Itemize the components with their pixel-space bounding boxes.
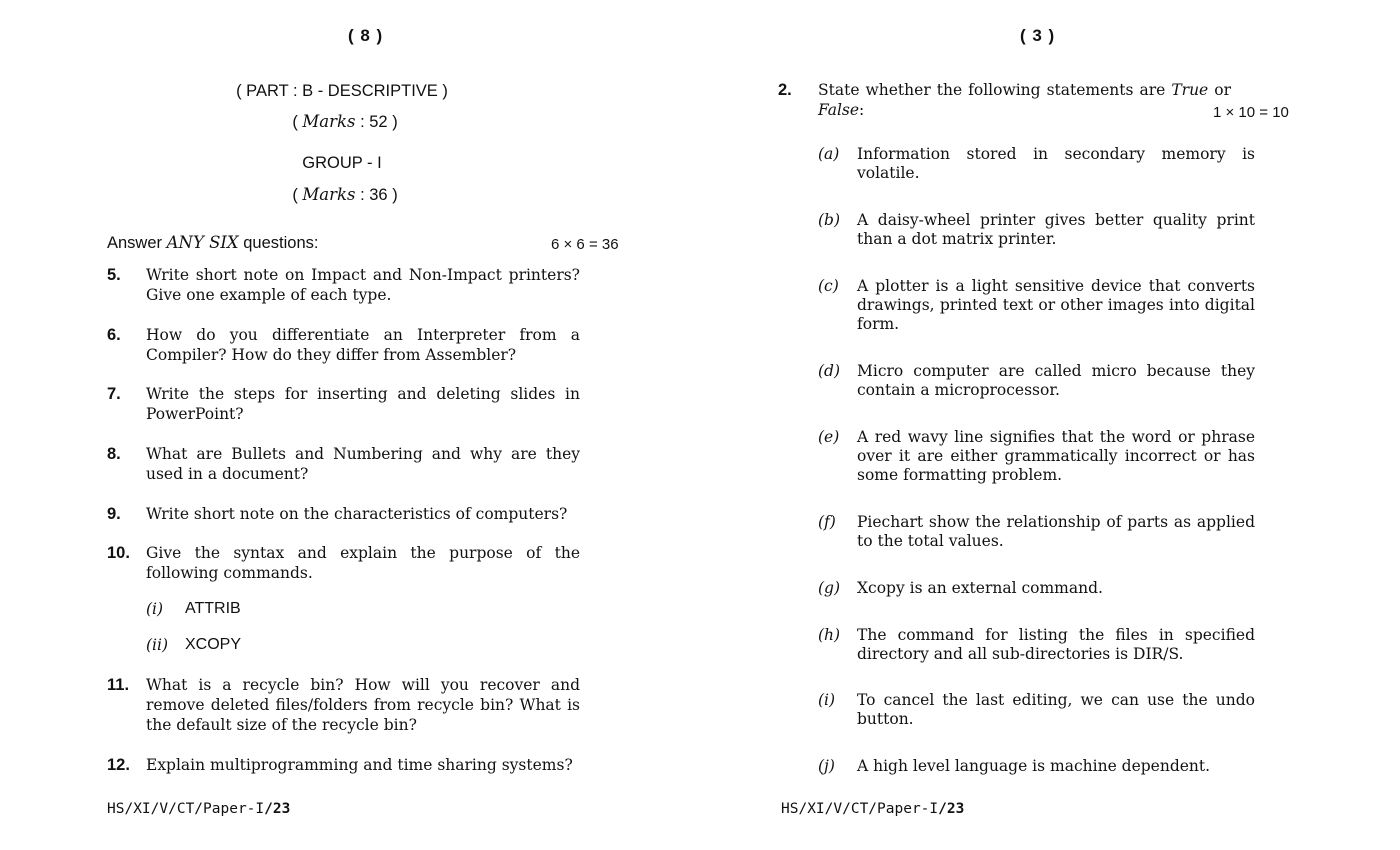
question-text: How do you differentiate an Interpreter from a Compiler? How do they differ from Assembler? xyxy=(146,326,580,364)
question-text: Write short note on the characteristics of computers? xyxy=(146,505,568,523)
statement-label: (e) xyxy=(818,428,840,446)
question-text: Write short note on Impact and Non-Impact printers? Give one example of each type. xyxy=(146,266,580,304)
statement-label: (b) xyxy=(818,211,841,229)
instruction-emphasis: ANY SIX xyxy=(166,233,239,252)
page-number: ( 3 ) xyxy=(1020,26,1056,45)
instruction-marks: 6 × 6 = 36 xyxy=(551,236,619,253)
footer-code: HS/XI/V/CT/Paper-I/23 xyxy=(107,801,291,817)
question-text: Write the steps for inserting and deleting slides in PowerPoint? xyxy=(146,385,580,423)
statement-text: A plotter is a light sensitive device that converts drawings, printed text or other images into digital form. xyxy=(857,277,1255,333)
statement-label: (a) xyxy=(818,145,840,163)
statement-text: A red wavy line signifies that the word or phrase over it are either grammatically incorrect or has some formatting problem. xyxy=(857,428,1255,484)
question-marks: 1 × 10 = 10 xyxy=(1213,104,1289,121)
group-marks: ( Marks : 36 ) xyxy=(292,185,398,204)
statement-text: To cancel the last editing, we can use the undo button. xyxy=(857,691,1255,728)
question-text: Give the syntax and explain the purpose of the following commands. xyxy=(146,544,580,582)
statement-label: (i) xyxy=(818,691,836,709)
question-text: Explain multiprogramming and time sharing systems? xyxy=(146,756,573,774)
question-number: 11. xyxy=(107,676,130,694)
part-marks: ( Marks : 52 ) xyxy=(292,112,398,131)
statement-label: (g) xyxy=(818,579,841,597)
statement-text: A daisy-wheel printer gives better quality print than a dot matrix printer. xyxy=(857,211,1255,248)
right-page xyxy=(700,0,1400,850)
page-number: ( 8 ) xyxy=(348,26,384,45)
question-number: 12. xyxy=(107,756,130,774)
question-number: 10. xyxy=(107,544,130,562)
statement-text: Information stored in secondary memory is volatile. xyxy=(857,145,1255,182)
question-number: 2. xyxy=(778,81,792,99)
instruction: Answer ANY SIX questions: xyxy=(107,233,319,252)
statement-label: (h) xyxy=(818,626,841,644)
marks-word: Marks xyxy=(302,185,356,204)
sub-item-text: XCOPY xyxy=(185,636,242,653)
statement-text: A high level language is machine dependent. xyxy=(857,757,1211,775)
footer-code: HS/XI/V/CT/Paper-I/23 xyxy=(781,801,965,817)
part-title: ( PART : B - DESCRIPTIVE ) xyxy=(236,82,448,100)
statement-label: (f) xyxy=(818,513,836,531)
statement-text: Piechart show the relationship of parts as applied to the total values. xyxy=(857,513,1255,550)
sub-item-label: (i) xyxy=(146,600,164,618)
sub-item-label: (ii) xyxy=(146,636,169,654)
question-number: 6. xyxy=(107,326,121,344)
sub-item-text: ATTRIB xyxy=(185,600,241,617)
group-title: GROUP - I xyxy=(302,154,382,172)
question-text: What are Bullets and Numbering and why are they used in a document? xyxy=(146,445,580,483)
statement-text: Micro computer are called micro because they contain a microprocessor. xyxy=(857,362,1255,399)
question-number: 9. xyxy=(107,505,121,523)
question-number: 8. xyxy=(107,445,121,463)
question-text: What is a recycle bin? How will you recover and remove deleted files/folders from recycle bin? What is the default size of the recycle bin? xyxy=(146,676,580,734)
question-text: State whether the following statements are True or False: xyxy=(818,81,1231,119)
statement-label: (d) xyxy=(818,362,841,380)
statement-text: Xcopy is an external command. xyxy=(857,579,1103,597)
marks-word: Marks xyxy=(302,112,356,131)
statement-label: (j) xyxy=(818,757,835,775)
statement-text: The command for listing the files in specified directory and all sub-directories is DIR/S. xyxy=(857,626,1255,663)
question-number: 5. xyxy=(107,266,121,284)
question-number: 7. xyxy=(107,385,121,403)
statement-label: (c) xyxy=(818,277,839,295)
